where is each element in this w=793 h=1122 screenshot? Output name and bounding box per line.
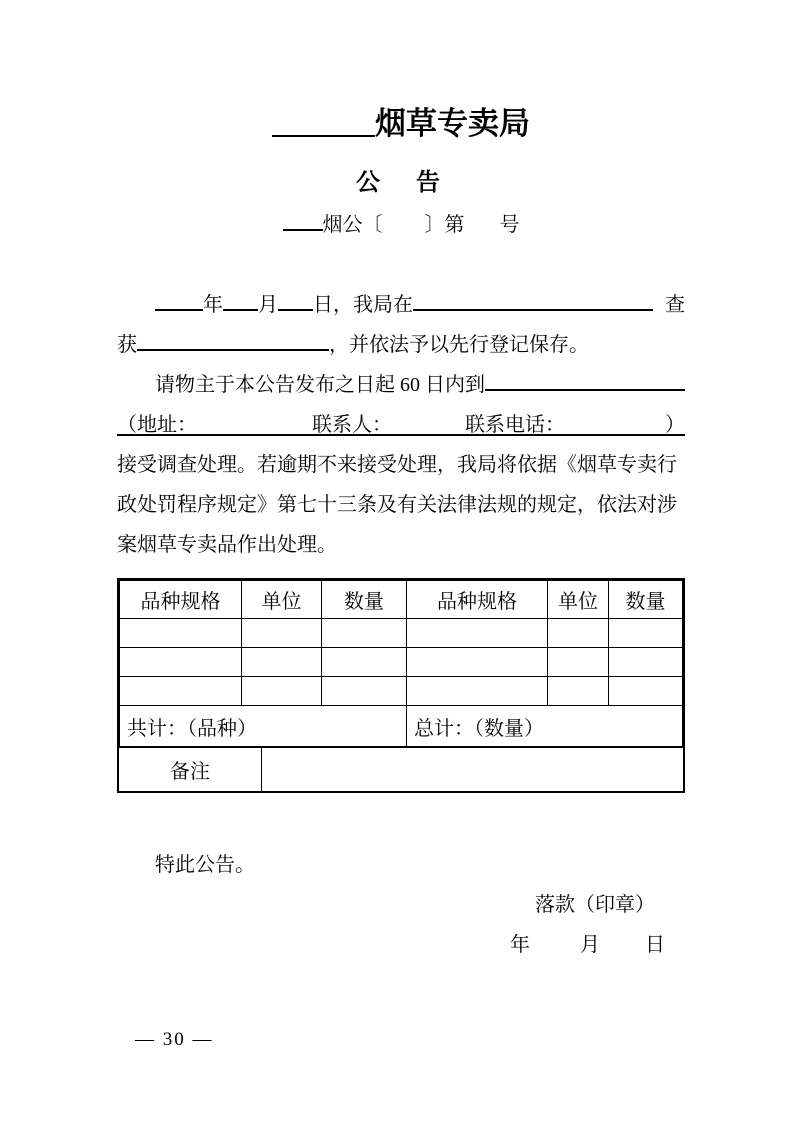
- body-line-2: [117, 325, 685, 365]
- header-qty-right: 数量: [609, 581, 683, 619]
- year-blank: [155, 309, 203, 311]
- signature-date-line: [117, 925, 685, 965]
- body-text: [117, 285, 685, 565]
- subtotal-cell: 共计：（品种）: [120, 706, 407, 747]
- table-header-row: [120, 581, 683, 619]
- closing-line: 特此公告。: [155, 854, 255, 876]
- sign-year-label: 年: [510, 934, 530, 956]
- empty-cell: [407, 619, 548, 648]
- office-blank: [485, 389, 685, 391]
- contact-label: 联系人：: [312, 414, 392, 436]
- header-spec-right: 品种规格: [407, 581, 548, 619]
- body-line-6: 政处罚程序规定》第七十三条及有关法律法规的规定，依法对涉: [117, 494, 677, 516]
- empty-cell: [242, 619, 322, 648]
- total-cell: 总计：（数量）: [407, 706, 683, 747]
- empty-cell: [548, 677, 609, 706]
- body-line-3: [117, 365, 685, 405]
- announcement-heading: 公 告: [356, 170, 446, 196]
- header-qty-left: 数量: [322, 581, 407, 619]
- line2-tail-text: ，并依法予以先行登记保存。: [329, 334, 589, 356]
- signature-line: 落款（印章）: [535, 894, 655, 916]
- remark-value-cell: [262, 748, 683, 791]
- doc-number-close-bracket: 〕: [424, 214, 445, 236]
- empty-cell: [120, 619, 242, 648]
- empty-cell: [609, 648, 683, 677]
- title-line: [117, 104, 685, 144]
- header-unit-left: 单位: [242, 581, 322, 619]
- body-line-1: [117, 285, 685, 325]
- empty-cell: [120, 648, 242, 677]
- empty-cell: [322, 648, 407, 677]
- page-title: 烟草专卖局: [375, 106, 530, 141]
- line1-tail-text: 查: [665, 294, 685, 316]
- month-label: 月: [258, 294, 278, 316]
- header-spec-left: 品种规格: [120, 581, 242, 619]
- after-date-text: ，我局在: [333, 294, 413, 316]
- table-row: [120, 677, 683, 706]
- doc-number-open-bracket: 〔: [362, 214, 383, 236]
- doc-number-di-label: 第: [444, 214, 465, 236]
- document-content: [117, 0, 685, 965]
- remark-label-cell: 备注: [119, 748, 262, 791]
- doc-number-hao-label: 号: [499, 214, 520, 236]
- sign-month-label: 月: [580, 934, 600, 956]
- seized-items-blank: [137, 349, 329, 351]
- body-line-4-contact: [117, 405, 685, 445]
- empty-cell: [548, 619, 609, 648]
- empty-cell: [322, 677, 407, 706]
- body-line-7: 案烟草专卖品作出处理。: [117, 534, 337, 556]
- empty-cell: [407, 677, 548, 706]
- empty-cell: [322, 619, 407, 648]
- header-unit-right: 单位: [548, 581, 609, 619]
- month-blank: [223, 309, 258, 311]
- location-blank: [413, 309, 653, 311]
- close-paren: ）: [665, 414, 685, 436]
- line2-lead-text: 获: [117, 334, 137, 356]
- page-number: — 30 —: [135, 1029, 214, 1050]
- doc-number-blank: [283, 229, 323, 231]
- totals-row: [120, 706, 683, 747]
- table-row: [120, 619, 683, 648]
- empty-cell: [609, 677, 683, 706]
- empty-cell: [407, 648, 548, 677]
- deadline-text: 请物主于本公告发布之日起 60 日内到: [155, 374, 485, 396]
- doc-number-prefix: 烟公: [322, 214, 363, 236]
- empty-cell: [242, 648, 322, 677]
- empty-cell: [548, 648, 609, 677]
- remark-row: [119, 747, 683, 791]
- table-row: [120, 648, 683, 677]
- empty-cell: [242, 677, 322, 706]
- body-line-5: 接受调查处理。若逾期不来接受处理，我局将依据《烟草专卖行: [117, 454, 677, 476]
- doc-number-line: [117, 210, 685, 240]
- address-label: （地址：: [117, 414, 197, 436]
- title-blank-line: [272, 135, 375, 137]
- empty-cell: [120, 677, 242, 706]
- goods-grid: [119, 580, 683, 747]
- day-label: 日: [313, 294, 333, 316]
- year-label: 年: [203, 294, 223, 316]
- phone-label: 联系电话：: [465, 414, 565, 436]
- empty-cell: [609, 619, 683, 648]
- seized-goods-table: [117, 578, 685, 793]
- day-blank: [278, 309, 313, 311]
- sign-day-label: 日: [645, 934, 665, 956]
